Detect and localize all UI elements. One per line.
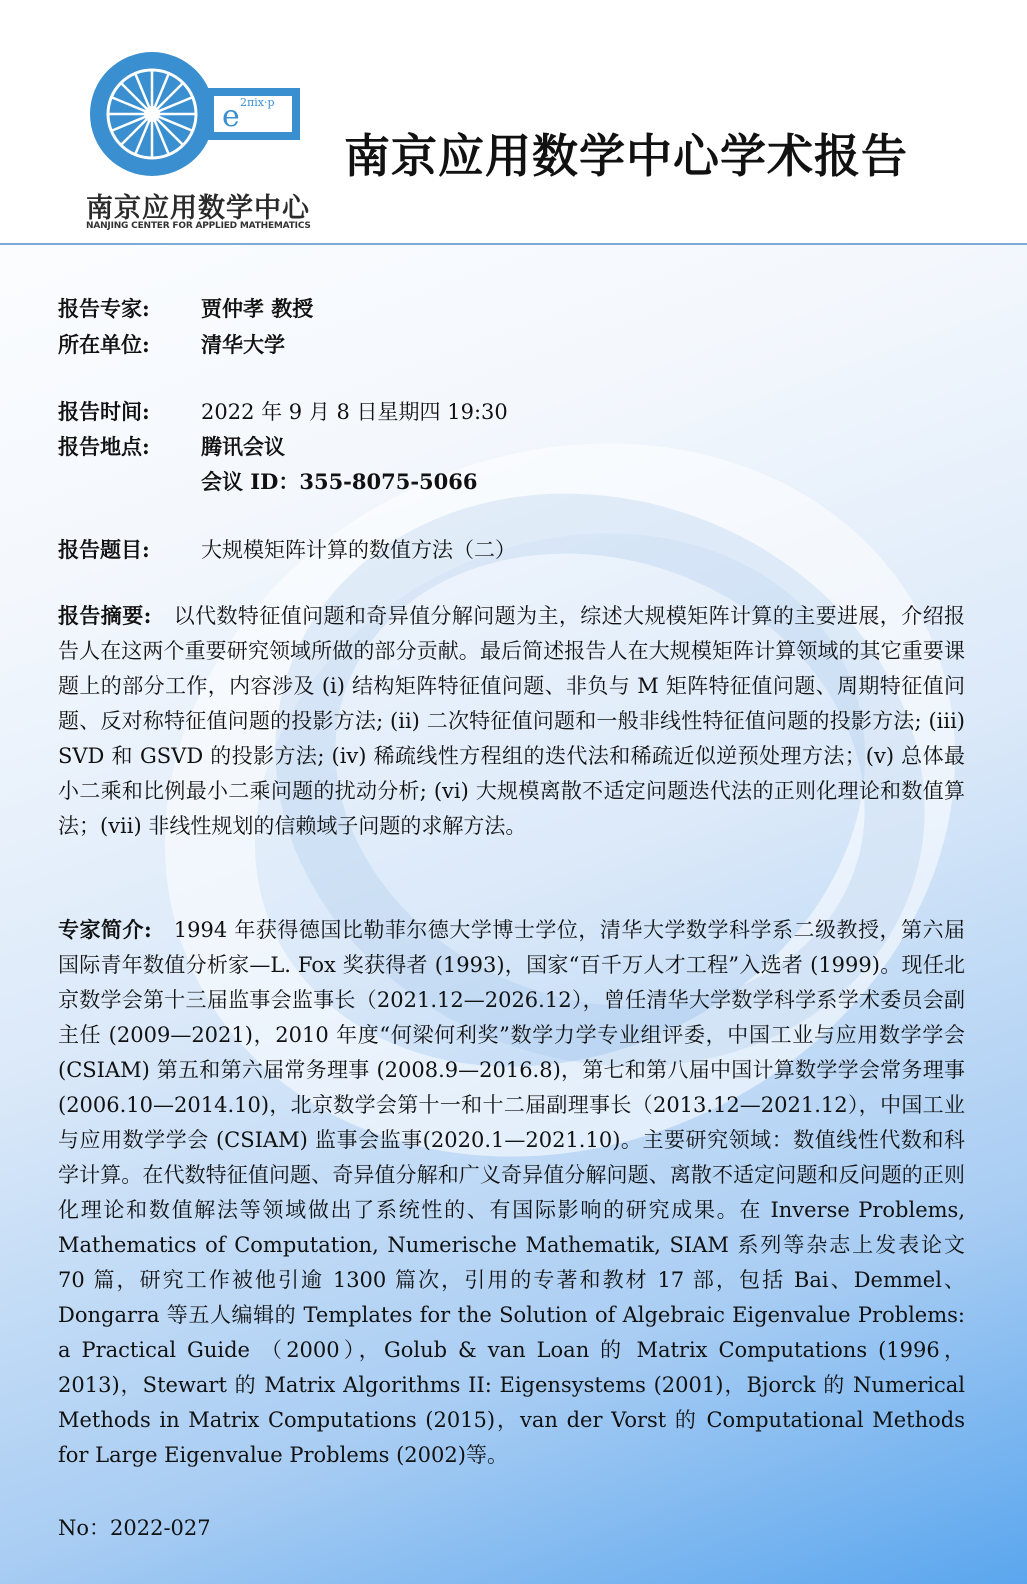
- affiliation-row: [58, 330, 285, 360]
- affiliation-label: 所在单位:: [58, 332, 150, 357]
- speaker-value: 贾仲孝 教授: [201, 296, 314, 321]
- bio-label: 专家简介:: [58, 917, 152, 942]
- topic-row: [58, 535, 516, 565]
- time-row: [58, 397, 508, 427]
- abstract-paragraph: [58, 598, 965, 844]
- header-divider: [0, 243, 1027, 245]
- abstract-text: 以代数特征值问题和奇异值分解问题为主，综述大规模矩阵计算的主要进展，介绍报告人在这两个重要研究领域所做的部分贡献。最后简述报告人在大规模矩阵计算领域的其它重要课题上的部分工作，内容涉及 (i) 结构矩阵特征值问题、非负与 M 矩阵特征值问题、周期特征值问题、反对称特征值问题的投影方法; (ii) 二次特征值问题和一般非线性特征值问题的投影方法; (iii) SVD 和 GSVD 的投影方法; (iv) 稀疏线性方程组的迭代法和稀疏近似逆预处理方法；(v) 总体最小二乘和比例最小二乘问题的扰动分析; (vi) 大规模离散不适定问题迭代法的正则化理论和数值算法；(vii) 非线性规划的信赖域子问题的求解方法。: [58, 604, 965, 838]
- page-title: 南京应用数学中心学术报告: [344, 129, 908, 183]
- speaker-label: 报告专家:: [58, 296, 150, 321]
- logo-name-en: NANJING CENTER FOR APPLIED MATHEMATICS: [86, 221, 311, 231]
- affiliation-value: 清华大学: [201, 332, 285, 357]
- time-value: 2022 年 9 月 8 日星期四 19:30: [201, 400, 508, 424]
- venue-value: 腾讯会议: [201, 434, 285, 459]
- bio-text: 1994 年获得德国比勒菲尔德大学博士学位，清华大学数学科学系二级教授，第六届国际青年数值分析家—L. Fox 奖获得者 (1993)，国家“百千万人才工程”入选者 (1999)。现任北京数学会第十三届监事会监事长（2021.12—2026.12），曾任清华大学数学科学系学术委员会副主任 (2009—2021)，2010 年度“何梁何利奖”数学力学专业组评委，中国工业与应用数学学会 (CSIAM) 第五和第六届常务理事 (2008.9—2016.8)，第七和第八届中国计算数学学会常务理事(2006.10—2014.10)，北京数学会第十一和十二届副理事长（2013.12—2021.12），中国工业与应用数学学会 (CSIAM) 监事会监事(2020.1—2021.10)。主要研究领域：数值线性代数和科学计算。在代数特征值问题、奇异值分解和广义奇异值分解问题、离散不适定问题和反问题的正则化理论和数值解法等领域做出了系统性的、有国际影响的研究成果。在 Inverse Problems, Mathematics of Computation, Numerische Mathematik, SIAM 系列等杂志上发表论文 70 篇，研究工作被他引逾 1300 篇次，引用的专著和教材 17 部，包括 Bai、Demmel、Dongarra 等五人编辑的 Templates for the Solution of Algebraic Eigenvalue Problems: a Practical Guide （2000），Golub & van Loan 的 Matrix Computations (1996，2013)，Stewart 的 Matrix Algorithms II: Eigensystems (2001)，Bjorck 的 Numerical Methods in Matrix Computations (2015)，van der Vorst 的 Computational Methods for Large Eigenvalue Problems (2002)等。: [58, 918, 965, 1467]
- report-number: No：2022-027: [58, 1516, 211, 1540]
- topic-value: 大规模矩阵计算的数值方法（二）: [201, 538, 516, 562]
- time-label: 报告时间:: [58, 399, 150, 424]
- venue-row: [58, 432, 285, 462]
- logo-formula-exponent: 2πix·p: [240, 96, 275, 109]
- topic-label: 报告题目:: [58, 537, 150, 562]
- speaker-row: [58, 294, 313, 324]
- logo-formula-base: e: [222, 99, 240, 134]
- abstract-label: 报告摘要:: [58, 603, 152, 628]
- logo-name-cn: 南京应用数学中心: [86, 193, 310, 224]
- meeting-id: 会议 ID：355-8075-5066: [201, 469, 478, 494]
- meeting-id-row: [58, 467, 478, 497]
- venue-label: 报告地点:: [58, 434, 150, 459]
- bio-paragraph: [58, 912, 965, 1473]
- center-logo-icon: [82, 48, 312, 198]
